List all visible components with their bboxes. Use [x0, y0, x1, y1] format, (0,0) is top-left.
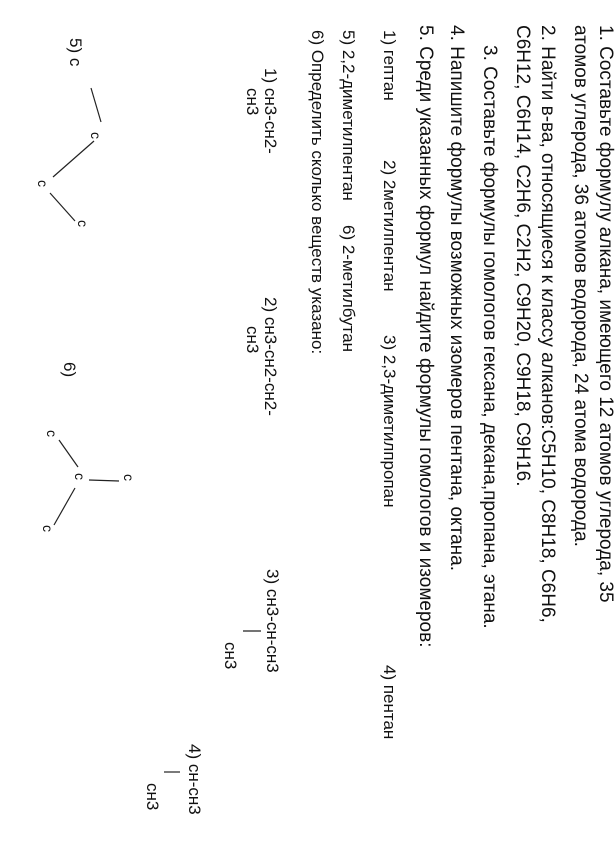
task-2-line-1: 2. Найти в-ва, относящиеся к классу алканов:С5Н10, С8Н18, С6Н6,	[537, 25, 558, 623]
skeleton-5-label: 5) с	[66, 38, 85, 67]
formula-3-branch: сн3	[221, 642, 240, 670]
bond-line	[53, 141, 94, 177]
skeleton-6-label: 6)	[60, 362, 79, 378]
skeleton-6-atom-top: с	[44, 430, 60, 437]
skeleton-6-atom-center: с	[72, 473, 88, 480]
formula-2-branch: сн3	[243, 326, 262, 354]
task-1-line-2: атомов углерода, 36 атомов водорода, 24 атома водорода.	[570, 25, 591, 547]
skeleton-5-atom-1: с	[88, 132, 104, 139]
compound-name-6: 6) 2-метилбутан	[339, 225, 358, 353]
bond-line	[91, 88, 101, 122]
task-2-line-2: С6Н12, С6Н14, С2Н6, С2Н2, С9Н20, С9Н18, С9Н16.	[512, 25, 533, 487]
formula-1: 1) сн3-сн2-	[261, 68, 280, 154]
compound-name-4: 4) пентан	[380, 665, 399, 740]
formula-2: 2) сн3-сн2-сн2-	[261, 297, 280, 416]
compound-name-2: 2) 2метилпентан	[380, 160, 399, 292]
compound-name-5: 5) 2,2-диметилпентан	[339, 30, 358, 201]
formula-3: 3) сн3-сн-сн3	[263, 569, 282, 673]
formula-4: 4) сн-сн3	[185, 744, 204, 815]
skeleton-5-atom-3: с	[75, 220, 91, 227]
formula-4-branch: сн3	[143, 783, 162, 811]
compound-name-3: 3) 2,3-диметилпропан	[380, 335, 399, 508]
bond-line	[89, 480, 119, 481]
skeleton-6-atom-bottom: с	[40, 525, 56, 532]
bond-line	[59, 440, 78, 467]
task-5: 5. Среди указанных формул найдите формулы гомологов и изомеров:	[415, 25, 436, 648]
skeleton-6-atom-right: с	[121, 474, 137, 481]
task-4: 4. Напишите формулы возможных изомеров пентана, октана.	[446, 25, 467, 571]
task-6: 6) Определить сколько веществ указано:	[308, 30, 327, 355]
compound-name-1: 1) гептан	[380, 30, 399, 101]
skeleton-5-atom-2: с	[35, 180, 51, 187]
task-1-line-1: 1. Составьте формулу алкана, имеющего 12 атомов углерода, 35	[595, 25, 616, 603]
bond-line	[50, 193, 75, 221]
task-3: 3. Составьте формулы гомологов гексана, декана,пропана, этана.	[479, 45, 500, 629]
formula-1-branch: сн3	[243, 88, 262, 116]
bond-line	[54, 488, 75, 525]
